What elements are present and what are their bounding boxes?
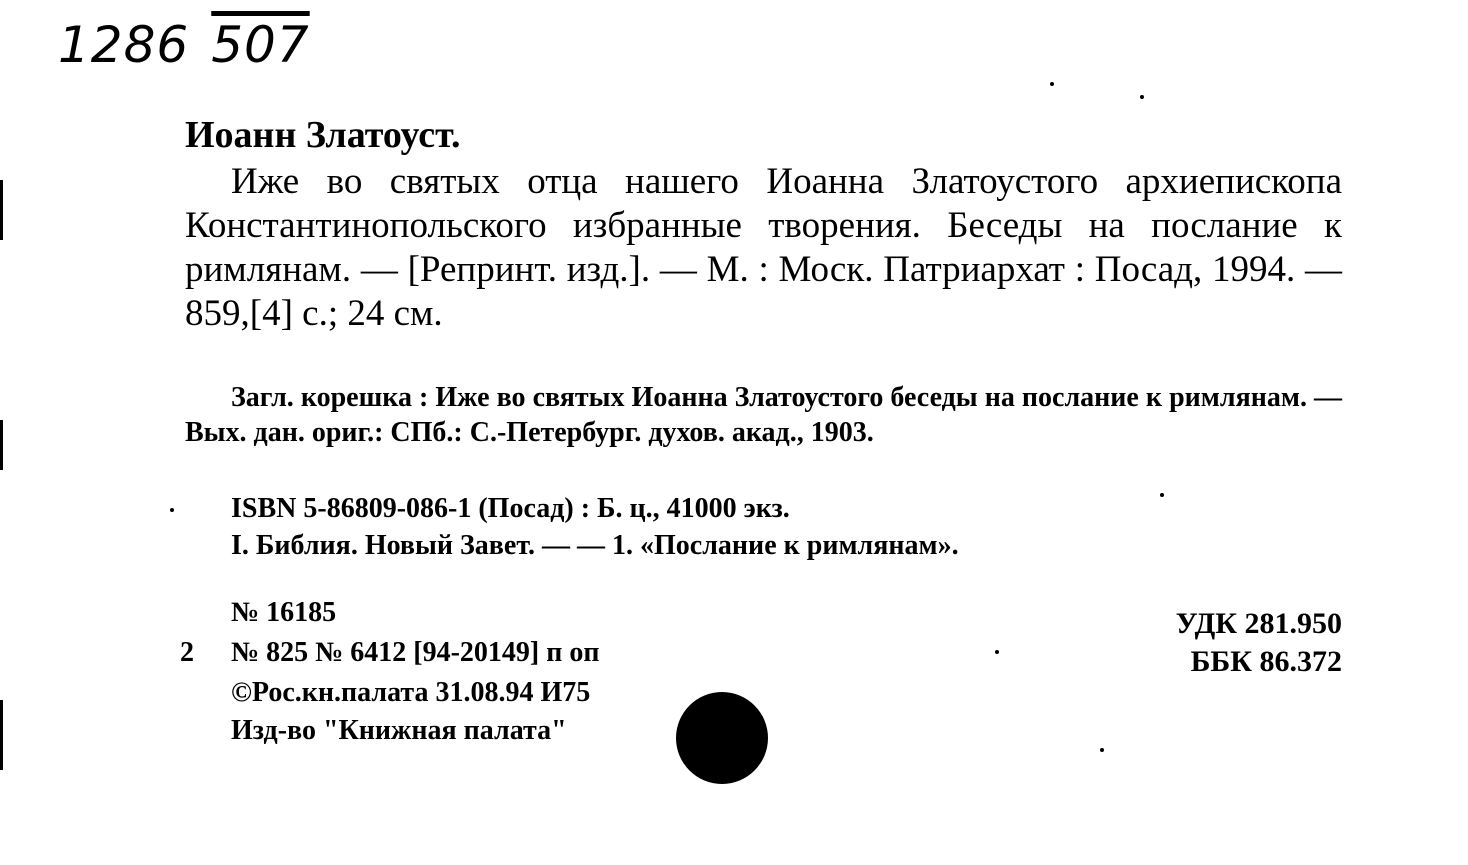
handwritten-number bbox=[58, 16, 310, 74]
left-edge-mark bbox=[0, 700, 3, 770]
registration-number: № 16185 bbox=[231, 597, 337, 628]
copyright-line: ©Рос.кн.палата 31.08.94 И75 bbox=[231, 677, 591, 708]
speck bbox=[995, 650, 999, 654]
udk-code: УДК 281.950 bbox=[1175, 607, 1342, 640]
notes-paragraph: Загл. корешка : Иже во святых Иоанна Златоустого беседы на послание к римлянам. — Вых. дан. ориг.: СПб.: С.-Петербург. духов. акад., 1903. bbox=[185, 382, 1342, 448]
speck bbox=[1100, 748, 1104, 752]
left-edge-mark bbox=[0, 420, 3, 470]
author-heading: Иоанн Златоуст. bbox=[185, 114, 461, 156]
speck bbox=[1050, 82, 1054, 86]
left-edge-mark bbox=[0, 180, 3, 240]
registration-codes: № 825 № 6412 [94-20149] п оп bbox=[231, 637, 600, 668]
bibliographic-description: Иже во святых отца нашего Иоанна Златоустого архиепископа Константинопольского избранные творения. Беседы на послание к римлянам. — [Репринт. изд.]. — М. : Моск. Патриархат : Посад, 1994. — 859,[4] с.; 24 см. bbox=[185, 161, 1342, 334]
speck bbox=[1160, 493, 1164, 497]
registration-prefix: 2 bbox=[180, 637, 194, 668]
subject-line: I. Библия. Новый Завет. — — 1. «Послание к римлянам». bbox=[231, 530, 959, 561]
handwritten-number-2: 507 bbox=[211, 16, 310, 74]
handwritten-number-1: 1286 bbox=[58, 16, 190, 74]
speck bbox=[1140, 95, 1144, 99]
classification-block bbox=[1176, 605, 1342, 681]
bbk-code: ББК 86.372 bbox=[1190, 645, 1342, 678]
speck bbox=[170, 508, 174, 512]
isbn-line: ISBN 5-86809-086-1 (Посад) : Б. ц., 41000 экз. bbox=[231, 493, 790, 524]
publisher-line: Изд-во "Книжная палата" bbox=[231, 715, 567, 746]
punch-hole bbox=[676, 692, 768, 784]
